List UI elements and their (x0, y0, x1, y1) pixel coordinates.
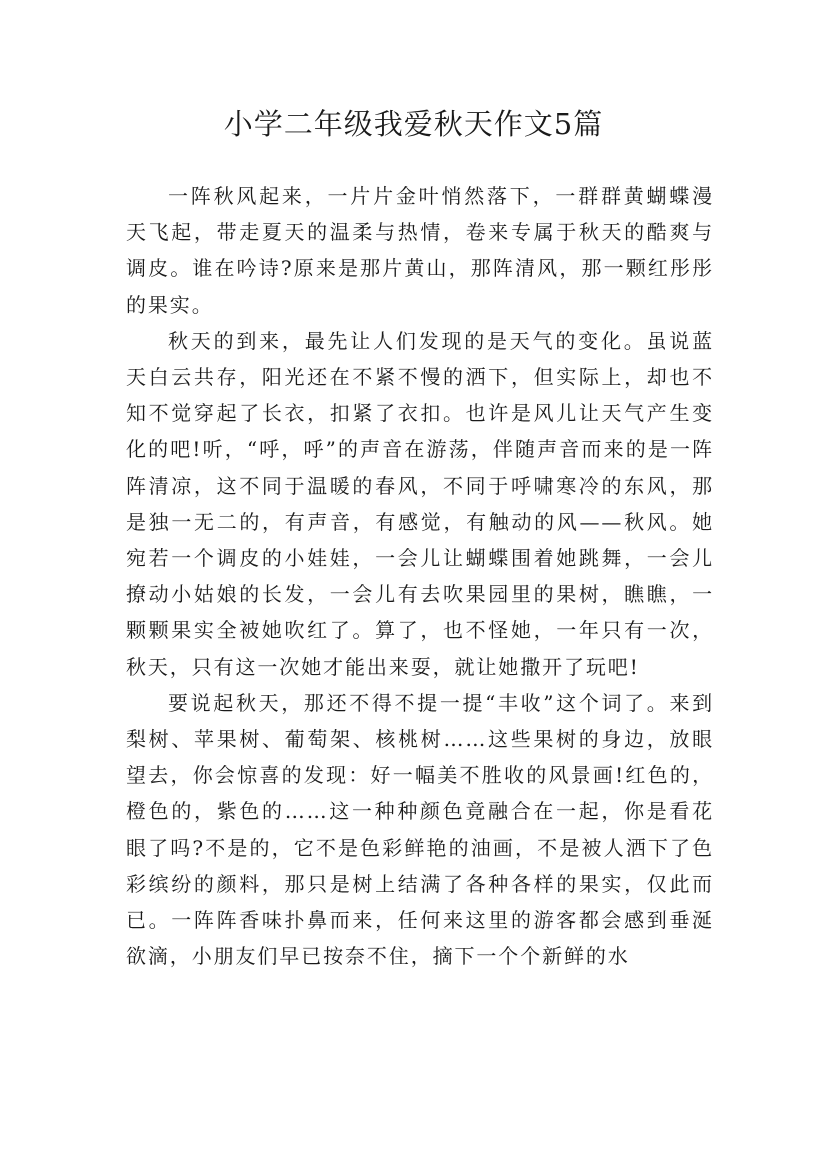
document-body (126, 178, 714, 974)
document-title: 小学二年级我爱秋天作文5篇 (223, 107, 604, 141)
paragraph-2: 秋天的到来，最先让人们发现的是天气的变化。虽说蓝天白云共存，阳光还在不紧不慢的洒下，但实际上，却也不知不觉穿起了长衣，扣紧了衣扣。也许是风儿让天气产生变化的吧!听，“呼，呼”的声音在游荡，伴随声音而来的是一阵阵清凉，这不同于温暖的春风，不同于呼啸寒冷的东风，那是独一无二的，有声音，有感觉，有触动的风——秋风。她宛若一个调皮的小娃娃，一会儿让蝴蝶围着她跳舞，一会儿撩动小姑娘的长发，一会儿有去吹果园里的果树，瞧瞧，一颗颗果实全被她吹红了。算了，也不怪她，一年只有一次，秋天，只有这一次她才能出来耍，就让她撒开了玩吧! (126, 328, 714, 679)
paragraph-3: 要说起秋天，那还不得不提一提“丰收”这个词了。来到梨树、苹果树、葡萄架、核桃树……这些果树的身边，放眼望去，你会惊喜的发现：好一幅美不胜收的风景画!红色的，橙色的，紫色的……这一种种颜色竟融合在一起，你是看花眼了吗?不是的，它不是色彩鲜艳的油画，不是被人洒下了色彩缤纷的颜料，那只是树上结满了各种各样的果实，仅此而已。一阵阵香味扑鼻而来，任何来这里的游客都会感到垂涎欲滴，小朋友们早已按奈不住，摘下一个个新鲜的水 (126, 690, 714, 969)
paragraph-1: 一阵秋风起来，一片片金叶悄然落下，一群群黄蝴蝶漫天飞起，带走夏天的温柔与热情，卷来专属于秋天的酷爽与调皮。谁在吟诗?原来是那片黄山，那阵清风，那一颗红彤彤的果实。 (126, 184, 714, 317)
